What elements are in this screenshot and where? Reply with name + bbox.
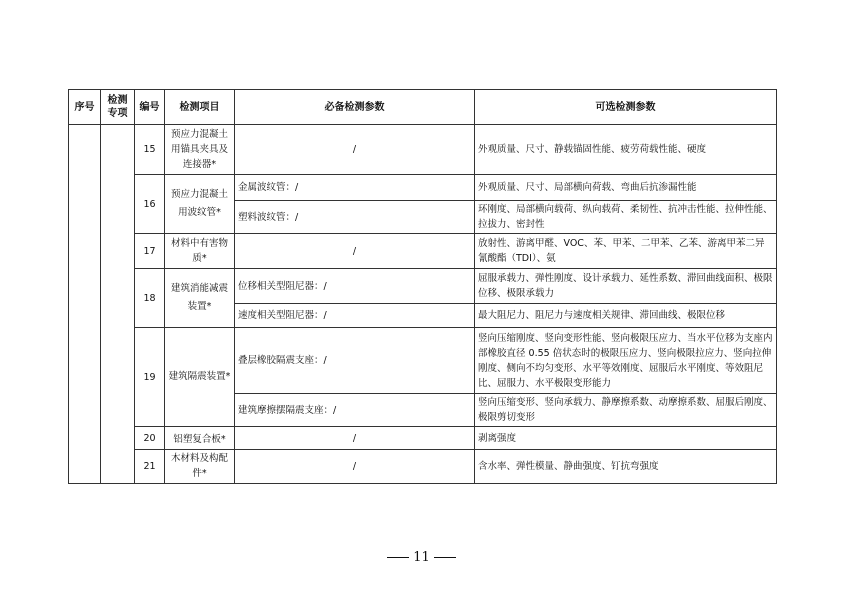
optional-cell: 外观质量、尺寸、局部横向荷载、弯曲后抗渗漏性能 xyxy=(475,175,777,201)
optional-cell: 环刚度、局部横向载荷、纵向载荷、柔韧性、抗冲击性能、拉伸性能、拉拔力、密封性 xyxy=(475,201,777,234)
seq-cell xyxy=(69,125,101,484)
item-cell: 建筑消能减震装置* xyxy=(165,269,235,328)
optional-cell: 竖向压缩刚度、竖向变形性能、竖向极限压应力、当水平位移为支座内部橡胶直径 0.55 倍状态时的极限压应力、竖向极限拉应力、竖向拉伸刚度、侧向不均匀变形、水平等效刚度、屈服后水平刚度、等效阻尼比、屈服力、水平极限变形能力 xyxy=(475,328,777,394)
code-cell: 17 xyxy=(135,234,165,269)
item-cell: 建筑隔震装置* xyxy=(165,328,235,427)
item-cell: 铝塑复合板* xyxy=(165,427,235,450)
required-cell: / xyxy=(235,450,475,484)
page-number-value: 11 xyxy=(413,550,430,565)
required-cell: / xyxy=(235,427,475,450)
item-cell: 材料中有害物质* xyxy=(165,234,235,269)
required-cell: 位移相关型阻尼器：/ xyxy=(235,269,475,304)
optional-cell: 含水率、弹性模量、静曲强度、钉抗弯强度 xyxy=(475,450,777,484)
optional-cell: 外观质量、尺寸、静载锚固性能、疲劳荷载性能、硬度 xyxy=(475,125,777,175)
table-row xyxy=(69,269,777,304)
header-optional: 可选检测参数 xyxy=(475,90,777,125)
page-number xyxy=(0,550,843,565)
table-row xyxy=(69,450,777,484)
required-cell: / xyxy=(235,234,475,269)
header-required: 必备检测参数 xyxy=(235,90,475,125)
table-row xyxy=(69,328,777,394)
code-cell: 21 xyxy=(135,450,165,484)
page-number-dash-right xyxy=(434,557,456,558)
optional-cell: 最大阻尼力、阻尼力与速度相关规律、滞回曲线、极限位移 xyxy=(475,304,777,328)
optional-cell: 竖向压缩变形、竖向承载力、静摩擦系数、动摩擦系数、屈服后刚度、极限剪切变形 xyxy=(475,394,777,427)
required-cell: 塑料波纹管：/ xyxy=(235,201,475,234)
table-row xyxy=(69,125,777,175)
code-cell: 19 xyxy=(135,328,165,427)
header-code: 编号 xyxy=(135,90,165,125)
optional-cell: 剥离强度 xyxy=(475,427,777,450)
inspection-parameters-table xyxy=(68,89,777,484)
required-cell: 金属波纹管：/ xyxy=(235,175,475,201)
item-cell: 预应力混凝土用锚具夹具及连接器* xyxy=(165,125,235,175)
code-cell: 16 xyxy=(135,175,165,234)
table-header-row xyxy=(69,90,777,125)
item-cell: 预应力混凝土用波纹管* xyxy=(165,175,235,234)
required-cell: 速度相关型阻尼器：/ xyxy=(235,304,475,328)
table-row xyxy=(69,175,777,201)
code-cell: 15 xyxy=(135,125,165,175)
header-seq: 序号 xyxy=(69,90,101,125)
required-cell: 叠层橡胶隔震支座：/ xyxy=(235,328,475,394)
table-row xyxy=(69,234,777,269)
optional-cell: 放射性、游离甲醛、VOC、苯、甲苯、二甲苯、乙苯、游离甲苯二异氰酸酯（TDI）、氨 xyxy=(475,234,777,269)
item-cell: 木材料及构配件* xyxy=(165,450,235,484)
required-cell: / xyxy=(235,125,475,175)
required-cell: 建筑摩擦摆隔震支座：/ xyxy=(235,394,475,427)
code-cell: 18 xyxy=(135,269,165,328)
optional-cell: 屈服承载力、弹性刚度、设计承载力、延性系数、滞回曲线面积、极限位移、极限承载力 xyxy=(475,269,777,304)
header-item: 检测项目 xyxy=(165,90,235,125)
header-category: 检测专项 xyxy=(101,90,135,125)
category-cell xyxy=(101,125,135,484)
page-number-dash-left xyxy=(387,557,409,558)
table-row xyxy=(69,427,777,450)
code-cell: 20 xyxy=(135,427,165,450)
